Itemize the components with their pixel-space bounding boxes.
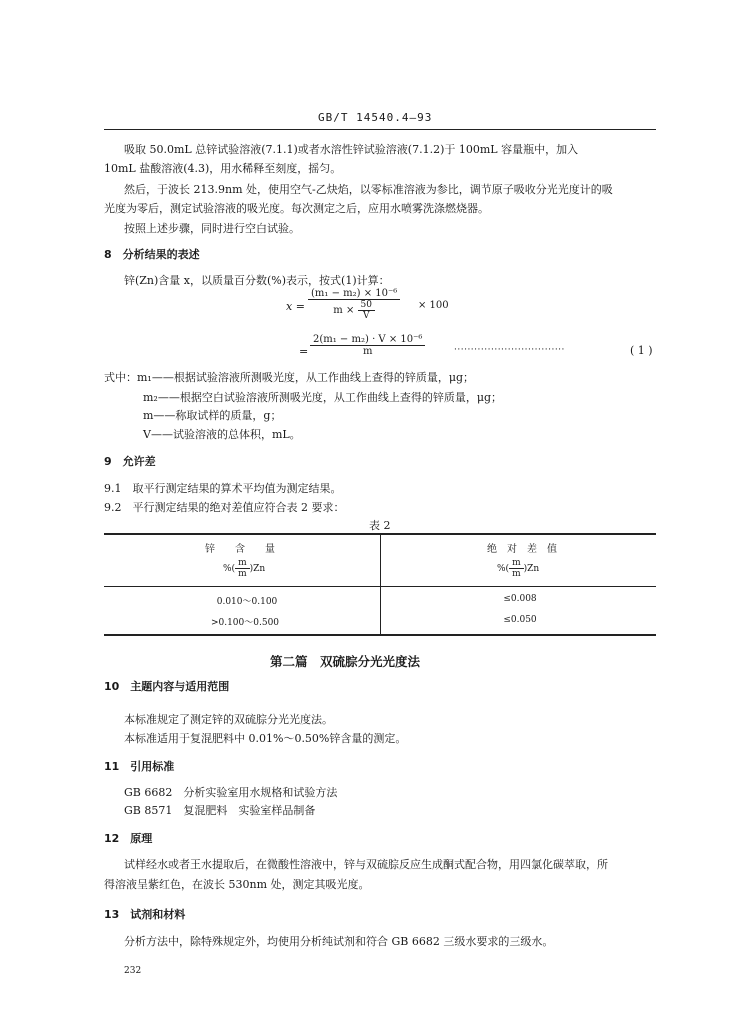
equation-equals: = <box>299 345 309 358</box>
table-caption: 表 2 <box>369 519 391 532</box>
section-11-title: 11 引用标准 <box>104 760 175 773</box>
principle-line: 得溶液呈紫红色，在波长 530nm 处，测定其吸光度。 <box>104 878 370 891</box>
unit-prefix: %( <box>223 564 236 574</box>
table-cell-range: >0.100～0.500 <box>210 618 280 628</box>
equation-denominator-prefix: m × <box>333 305 355 316</box>
part-two-title: 第二篇 双硫腙分光光度法 <box>270 654 421 669</box>
table-header-zinc-content: 锌 含 量 <box>205 544 275 555</box>
equation-denominator-1 <box>308 300 400 321</box>
equation-multiplier: × 100 <box>418 300 449 311</box>
where-line: 式中：m₁——根据试验溶液所测吸光度，从工作曲线上查得的锌质量，μg； <box>104 371 475 384</box>
section-13-title: 13 试剂和材料 <box>104 908 186 921</box>
section-10-title: 10 主题内容与适用范围 <box>104 680 230 693</box>
reference-line: GB 6682 分析实验室用水规格和试验方法 <box>124 786 338 799</box>
section-9-2: 9.2 平行测定结果的绝对差值应符合表 2 要求： <box>104 501 345 514</box>
unit-denominator: m <box>238 569 247 579</box>
equation-fraction-2 <box>310 334 425 357</box>
equation-lhs: x = <box>286 300 305 313</box>
equation-denominator-2: m <box>362 346 373 357</box>
section-8-title: 8 分析结果的表述 <box>104 248 200 261</box>
unit-suffix: )Zn <box>523 564 540 574</box>
table-header-unit-2 <box>497 558 539 579</box>
table-header-absolute-diff: 绝 对 差 值 <box>487 544 557 555</box>
equation-number: ( 1 ) <box>630 344 653 357</box>
standard-number: GB/T 14540.4—93 <box>318 111 433 124</box>
equation-numerator-2: 2(m₁ − m₂) · V × 10⁻⁶ <box>310 334 425 346</box>
table-cell-range: 0.010～0.100 <box>216 597 278 607</box>
table-header-row <box>104 533 657 586</box>
para-line: 光度为零后，测定试验溶液的吸光度。每次测定之后，应用水喷雾洗涤燃烧器。 <box>104 202 489 215</box>
para-line: 然后，于波长 213.9nm 处，使用空气-乙炔焰，以零标准溶液为参比，调节原子吸收分光光度计的吸 <box>124 183 613 196</box>
equation-inner-fraction <box>358 300 375 321</box>
inner-fraction-numerator: 50 <box>358 300 375 311</box>
unit-numerator: m <box>235 558 250 569</box>
where-line: m——称取试样的质量，g； <box>143 409 282 422</box>
section-12-title: 12 原理 <box>104 832 153 845</box>
where-line: V——试验溶液的总体积，mL。 <box>143 428 301 441</box>
table-column-divider <box>380 586 381 634</box>
unit-denominator: m <box>512 569 521 579</box>
table-cell-diff: ≤0.008 <box>503 594 537 604</box>
para-line: 10mL 盐酸溶液(4.3)，用水稀释至刻度，摇匀。 <box>104 162 342 175</box>
section-9-title: 9 允许差 <box>104 455 156 468</box>
unit-prefix: %( <box>497 564 510 574</box>
unit-suffix: )Zn <box>249 564 266 574</box>
section-10-line: 本标准适用于复混肥料中 0.01%～0.50%锌含量的测定。 <box>124 732 407 745</box>
equation-numerator-1: (m₁ − m₂) × 10⁻⁶ <box>308 288 400 300</box>
principle-line: 试样经水或者王水提取后，在微酸性溶液中，锌与双硫腙反应生成酮式配合物，用四氯化碳萃取，所 <box>124 858 608 871</box>
table-cell-diff: ≤0.050 <box>503 615 537 625</box>
para-line: 吸取 50.0mL 总锌试验溶液(7.1.1)或者水溶性锌试验溶液(7.1.2)于 100mL 容量瓶中，加入 <box>124 143 579 156</box>
where-line: m₂——根据空白试验溶液所测吸光度，从工作曲线上查得的锌质量，μg； <box>143 391 503 404</box>
table-bottom-rule <box>104 634 656 636</box>
para-line: 按照上述步骤，同时进行空白试验。 <box>124 222 300 235</box>
unit-numerator: m <box>509 558 524 569</box>
equation-leader-dots: ································· <box>454 345 565 355</box>
inner-fraction-denominator: V <box>363 311 370 321</box>
equation-fraction-1 <box>308 288 400 321</box>
header-rule <box>104 129 656 130</box>
reagents-line: 分析方法中，除特殊规定外，均使用分析纯试剂和符合 GB 6682 三级水要求的三级水。 <box>124 935 554 948</box>
section-10-line: 本标准规定了测定锌的双硫腙分光光度法。 <box>124 713 333 726</box>
section-8-intro: 锌(Zn)含量 x，以质量百分数(%)表示，按式(1)计算： <box>124 274 390 287</box>
section-9-1: 9.1 取平行测定结果的算术平均值为测定结果。 <box>104 482 342 495</box>
page-number: 232 <box>124 966 142 976</box>
reference-line: GB 8571 复混肥料 实验室样品制备 <box>124 804 316 817</box>
table-header-unit-1 <box>223 558 265 579</box>
